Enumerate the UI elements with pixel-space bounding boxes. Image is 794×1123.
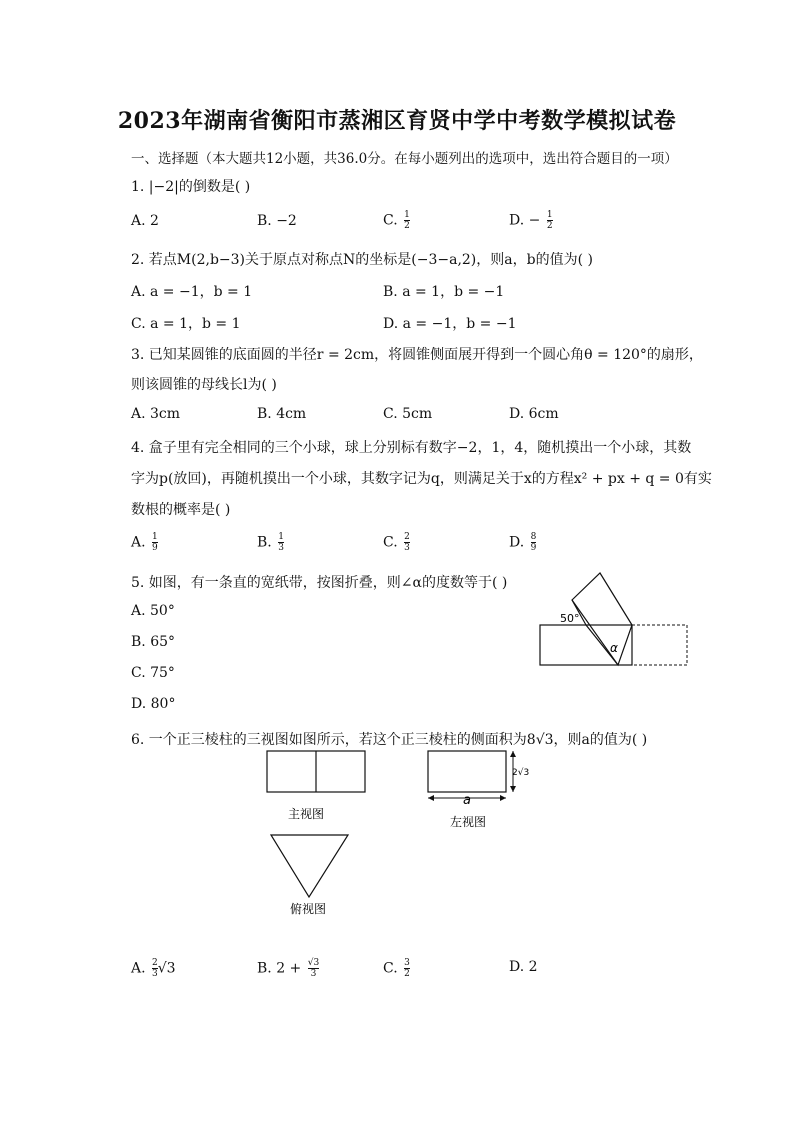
option-label: D. − (509, 212, 541, 229)
fraction: $\frac{3}{2}$ (404, 958, 410, 979)
option-label: D. (509, 534, 525, 551)
q4-option-b[interactable] (257, 532, 284, 553)
q5-option-a[interactable]: A. 50° (131, 603, 175, 619)
height-label: 2√3 (512, 768, 530, 778)
top-view-label: 俯视图 (290, 902, 327, 916)
option-label: C. (383, 212, 398, 229)
q1-option-c[interactable] (383, 210, 410, 231)
question-5-stem: 5. 如图，有一条直的宽纸带，按图折叠，则∠α的度数等于( ) (131, 575, 508, 591)
question-4-stem-line3: 数根的概率是( ) (131, 502, 231, 518)
width-label: a (463, 793, 471, 808)
question-1-stem: 1. |−2|的倒数是( ) (131, 179, 251, 195)
paper-strip (540, 625, 632, 665)
q6-option-b[interactable] (257, 958, 319, 979)
radical: √3 (157, 960, 176, 977)
paper-fold-figure (530, 565, 695, 675)
q5-option-b[interactable]: B. 65° (131, 634, 176, 650)
top-view (271, 835, 348, 897)
q2-option-d[interactable]: D. a = −1，b = −1 (383, 316, 517, 332)
q2-option-c[interactable]: C. a = 1，b = 1 (131, 316, 241, 332)
fraction: $\frac{√3}{3}$ (307, 958, 320, 979)
question-4-stem-line1: 4. 盒子里有完全相同的三个小球，球上分别标有数字−2，1，4，随机摸出一个小球，其数 (131, 440, 692, 456)
question-2-stem: 2. 若点M(2,b−3)关于原点对称点N的坐标是(−3−a,2)，则a，b的值为( ) (131, 252, 593, 268)
q1-option-a[interactable]: A. 2 (131, 213, 159, 229)
q1-option-d[interactable] (509, 210, 553, 231)
arrow-right-icon (500, 795, 506, 801)
left-view-label: 左视图 (450, 815, 487, 829)
q3-option-a[interactable]: A. 3cm (131, 406, 181, 422)
arrow-left-icon (428, 795, 434, 801)
fraction: $\frac{1}{3}$ (278, 532, 284, 553)
q6-option-c[interactable] (383, 958, 410, 979)
q6-option-d[interactable]: D. 2 (509, 959, 538, 975)
question-3-stem-line2: 则该圆锥的母线长l为( ) (131, 377, 277, 393)
angle-50-label: 50° (560, 612, 580, 625)
arrow-down-icon (510, 786, 516, 792)
fraction: $\frac{1}{2}$ (546, 210, 553, 231)
q3-option-c[interactable]: C. 5cm (383, 406, 433, 422)
q6-option-a[interactable] (131, 958, 176, 979)
option-label: B. 2 + (257, 960, 302, 977)
q4-option-a[interactable] (131, 532, 158, 553)
fraction: $\frac{8}{9}$ (530, 532, 537, 553)
option-label: A. (131, 960, 146, 977)
front-view-label: 主视图 (288, 807, 325, 821)
q1-option-b[interactable]: B. −2 (257, 213, 297, 229)
three-view-figure (260, 745, 540, 920)
fraction: $\frac{1}{2}$ (404, 210, 410, 231)
section-heading: 一、选择题（本大题共12小题，共36.0分。在每小题列出的选项中，选出符合题目的一项） (131, 151, 678, 167)
page-title: 2023年湖南省衡阳市蒸湘区育贤中学中考数学模拟试卷 (117, 108, 677, 134)
fraction: $\frac{2}{3}$ (404, 532, 410, 553)
option-label: C. (383, 960, 398, 977)
question-3-stem-line1: 3. 已知某圆锥的底面圆的半径r = 2cm，将圆锥侧面展开得到一个圆心角θ = 120°的扇形， (131, 347, 703, 363)
alpha-label: α (610, 641, 618, 655)
fraction: $\frac{1}{9}$ (152, 532, 158, 553)
option-label: C. (383, 534, 398, 551)
original-strip-outline (618, 625, 687, 665)
q4-option-c[interactable] (383, 532, 410, 553)
q3-option-d[interactable]: D. 6cm (509, 406, 559, 422)
folded-part (572, 573, 632, 665)
question-4-stem-line2: 字为p(放回)，再随机摸出一个小球，其数字记为q，则满足关于x的方程x² + px + q = 0有实 (131, 471, 712, 487)
q3-option-b[interactable]: B. 4cm (257, 406, 307, 422)
fraction: $\frac{2}{3}$ (152, 958, 158, 979)
q5-option-c[interactable]: C. 75° (131, 665, 175, 681)
q4-option-d[interactable] (509, 532, 536, 553)
question-6-stem: 6. 一个正三棱柱的三视图如图所示，若这个正三棱柱的侧面积为8√3，则a的值为( ) (131, 732, 648, 748)
option-label: B. (257, 534, 272, 551)
q2-option-b[interactable]: B. a = 1，b = −1 (383, 284, 505, 300)
q2-option-a[interactable]: A. a = −1，b = 1 (131, 284, 253, 300)
arrow-up-icon (510, 751, 516, 757)
q5-option-d[interactable]: D. 80° (131, 696, 176, 712)
option-label: A. (131, 534, 146, 551)
left-view (428, 751, 506, 792)
